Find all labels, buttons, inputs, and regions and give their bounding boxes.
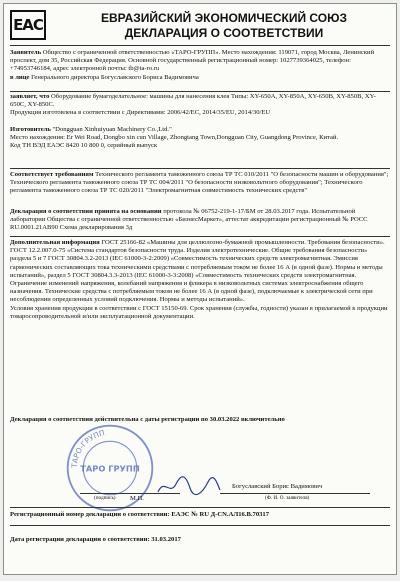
manufacturer-label: Изготовитель — [10, 126, 51, 133]
requirements-block — [10, 171, 390, 196]
registration-date-block — [10, 536, 390, 544]
basis-text: протокола № 06752-219-1-17/БМ от 28.03.2017 года. Испытательной лаборатории Общества с ограниченной ответственностью «БизнесМаркет», аттестат аккредитации регистрационный № РОСС RU.0001.21АВ90 Схема декларирования 3д — [10, 208, 368, 232]
registration-label: Регистрационный номер декларации о соответствии: — [10, 511, 170, 518]
declares-label: заявляет, что — [10, 93, 50, 100]
validity-text: Декларация о соответствии действительна с даты регистрации по — [10, 416, 209, 423]
title-line-2: ДЕКЛАРАЦИЯ О СООТВЕТСТВИИ — [124, 26, 324, 40]
signature-row — [10, 467, 390, 503]
validity-date: 30.03.2022 включительно — [209, 416, 285, 423]
requirements-label: Соответствует требованиям — [10, 171, 94, 178]
stamp-ring-text: ТАРО-ГРУПП — [69, 428, 106, 469]
divider — [10, 525, 390, 526]
divider — [10, 507, 390, 508]
storage-text: Условия хранения продукции в соответствии с ГОСТ 15150-69. Срок хранения (службы, годности) указан в прилагаемой к продукции товаросопроводительной и/или эксплуатационной документации. — [10, 304, 388, 320]
applicant-text: Общество с ограниченной ответственностью «ТАРО-ГРУПП». Место нахождения: 119071, город Москва, Ленинский проспект, дом 35, Российская Федерация. Основной государственный регистрационный номер: 1027739364025, телефон: +74953746184, адрес электронной почты: tb@ta-ro.ru — [10, 49, 375, 73]
declaration-page — [3, 3, 397, 575]
divider — [10, 91, 390, 92]
manufacturer-block — [10, 126, 390, 151]
additional-text: ГОСТ 25166-82 «Машины для целлюлозно-бумажной промышленности. Требования безопасности». ГОСТ 12.2.007.0-75 «Система стандартов безопасности труда. Изделия электротехнические. Общие требования безопасности» раздела 5 и 7 ГОСТ 30804.3.2-2013 (IEC 61000-3-2:2009) «Совместимость технических средств электромагнитная. Эмиссия гармонических составляющих тока техническими средствами с потребляемым током не более 16 А (в одной фазе). Нормы и методы испытаний», раздел 5 ГОСТ 30804.3.3-2013 (IEC 61000-3-3:2008) «Совместимость технических средств электромагнитная. Ограничение изменений напряжения, колебаний напряжения и фликера в низковольтных системах электроснабжения общего назначения. Технические средства с потребляемым током не более 16 А (в одной фазе), подключаемые к электрической сети при несоблюдении определенных условий подключения. Нормы и методы испытаний». — [10, 239, 385, 304]
additional-label: Дополнительная информация — [10, 239, 100, 246]
name-line — [220, 493, 370, 494]
signature-line — [80, 493, 180, 494]
divider — [10, 168, 390, 169]
registration-number: ЕАЭС № RU Д-CN.АЛ16.В.70317 — [171, 511, 270, 518]
registration-date: 31.03.2017 — [151, 536, 181, 543]
manufacturer-address: Место нахождения: Er Wei Road, Dongbo xin cun Village, Zhongtang Town,Dongguan City, Guangdong Province, Китай. — [10, 134, 339, 142]
eac-logo: ЕАС — [10, 10, 46, 40]
signature-caption: (подпись) — [94, 495, 116, 501]
fio-caption: (Ф. И. О. заявителя) — [265, 495, 310, 501]
person-text: Генерального директора Богуславского Бориса Вадимовича — [31, 73, 199, 81]
title-line-1: ЕВРАЗИЙСКИЙ ЭКОНОМИЧЕСКИЙ СОЮЗ — [100, 11, 348, 25]
additional-block — [10, 239, 390, 321]
person-label: в лице — [10, 73, 30, 81]
basis-label: Декларация о соответствии принята на основании — [10, 208, 162, 215]
applicant-block — [10, 49, 390, 82]
registration-block — [10, 511, 390, 519]
declares-text: Оборудование бумагоделательное: машины для нанесения клея Типы: XY-650A, XY-850A, XY-650B, XY-850B, XY-650C, XY-850C. — [10, 93, 376, 109]
mp-mark: М.П. — [130, 495, 144, 502]
stamp-center-text: ТАРО ГРУПП — [80, 463, 140, 474]
divider — [10, 236, 390, 237]
divider — [10, 45, 390, 46]
manufacturer-name: "Dongguan Xinhuiyuan Machinery Co.,Ltd." — [52, 126, 172, 133]
document-title — [56, 11, 392, 40]
declares-block — [10, 93, 390, 118]
basis-block — [10, 208, 390, 233]
registration-date-label: Дата регистрации декларации о соответствии: — [10, 536, 150, 543]
header — [10, 9, 390, 43]
applicant-label: Заявитель — [10, 49, 42, 56]
signer-name: Богуславский Борис Вадимович — [232, 483, 323, 490]
requirements-text: Технического регламента таможенного союза ТР ТС 010/2011 "О безопасности машин и оборудования"; Технического регламента таможенного союза ТР ТС 004/2011 "О безопасности низковольтного оборудования"; Технического регламента таможенного союза ТР ТС 020/2011 "Электромагнитная совместимость технических средств" — [10, 171, 389, 195]
declares-directives: Продукция изготовлена в соответствии с Директивами: 2006/42/EC, 2014/35/EU, 2014/30/EU — [10, 109, 271, 117]
product-code: Код ТН ВЭД ЕАЭС 8420 10 800 0, серийный выпуск — [10, 142, 158, 150]
